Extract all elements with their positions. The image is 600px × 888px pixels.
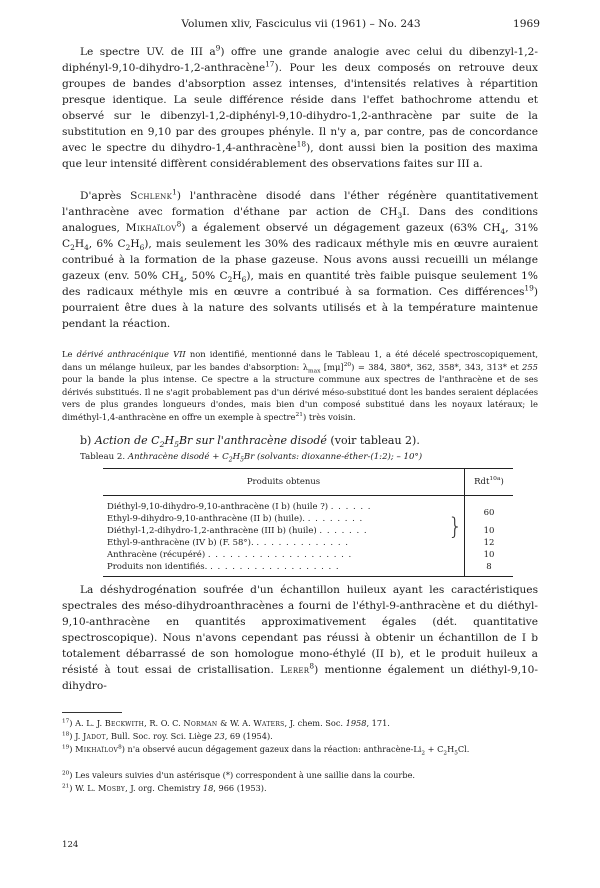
paragraph-deshydrogenation: La déshydrogénation soufrée d'un échantillon huileux ayant les caractéristiques spectrales des méso-dihydroanthracènes a fourni de l'éthyl-9-anthracène et du diéthyl-9,10-anthracène en quantités approximativement égales (dét. quantitative spectroscopique). Nous n'avons cependant pas réussi à obtenir un échantillon de I b totalement débarrassé de son homologue mono-éthylé (II b), et le produit huileux a résisté à tout essai de cristallisation. Lerer$^8$) mentionne également un diéthyl-9,10-dihydro- bbox=[62, 584, 539, 692]
footnote-20: $^{20}$) Les valeurs suivies d'un astérisque (*) correspondent à une saillie dans la courbe. bbox=[62, 770, 416, 780]
product-name: Diéthyl-1,2-dihydro-1,2-anthracène (III b) (huile) bbox=[107, 526, 317, 536]
leader-dots: . . . . . . bbox=[330, 502, 372, 512]
product-name: Ethyl-9-anthracène (IV b) (F. 58°). bbox=[107, 538, 254, 548]
running-header bbox=[62, 18, 540, 34]
product-name: Anthracène (récupéré) bbox=[107, 550, 206, 560]
footnote-17: $^{17}$) A. L. J. Beckwith, R. O. C. Norman & W. A. Waters, J. chem. Soc. 1958, 171. bbox=[62, 718, 390, 728]
footer-page-number: 124 bbox=[62, 840, 79, 850]
yield-value: 60 bbox=[483, 508, 495, 518]
yield-value: 8 bbox=[465, 561, 514, 577]
table-row bbox=[103, 496, 513, 514]
paragraph-schlenk: D'après Schlenk$^1$) l'anthracène disodé dans l'éther régénère quantitativement l'anthracène avec formation d'éthane par action de $CH_3I$. Dans des conditions analogues, Mikhaïlov$^8$) a également observé un dégagement gazeux (63% $CH_4$, 31% $C_2H_4$, 6% $C_2H_6$), mais seulement les 30% des radicaux méthyle mis en œuvre auraient contribué à la formation de la phase gazeuse. Nous avons aussi recueilli un mélange gazeux (env. 50% $CH_4$, 50% $C_2H_6$), mais en quantité très faible puisque seulement 1% des radicaux méthyle mis en œuvre a contribué à sa formation. Ces différences$^{19}$) pourraient être dues à la nature des solvants utilisés et à la température maintenue pendant la réaction. bbox=[62, 187, 539, 330]
leader-dots: . . . . . . . . bbox=[307, 514, 364, 524]
yield-value: 10 bbox=[483, 550, 495, 560]
table-row bbox=[103, 561, 513, 577]
yield-value: 10 bbox=[483, 526, 495, 536]
product-name: Ethyl-9-dihydro-9,10-anthracène (II b) (huile). bbox=[107, 514, 305, 524]
footnote-rule bbox=[62, 712, 122, 713]
product-name: Diéthyl-9,10-dihydro-9,10-anthracène (I b) (huile ?) bbox=[107, 502, 329, 512]
page-number: 1969 bbox=[513, 18, 540, 30]
yield-value: 12 bbox=[483, 538, 495, 548]
paragraph-uv-spectrum: Le spectre UV. de III $a^9$) offre une grande analogie avec celui du dibenzyl-1,2-diphényl-9,10-dihydro-1,2-anthracène$^{17}$). Pour les deux composés on retrouve deux groupes de bandes d'absorption assez intenses, d'intensités relatives à répartition presque identique. La seule différence réside dans l'effet bathochrome attendu et observé sur le dibenzyl-1,2-diphényl-9,10-dihydro-1,2-anthracène par suite de la substitution en 9,10 par des groupes phényle. Il n'y a, par contre, pas de concordance avec le spectre du dihydro-1,4-anthracène$^{18}$), dont aussi bien la position des maxima que leur intensité diffèrent considérablement des observations faites sur III a. bbox=[62, 43, 538, 170]
footnote-18: $^{18}$) J. Jadot, Bull. Soc. roy. Sci. Liège 23, 69 (1954). bbox=[62, 731, 273, 741]
column-header-yield: Rdt$^{10a}$) bbox=[465, 469, 514, 496]
running-header-title: Volumen xliv, Fasciculus vii (1961) – No. 243 bbox=[181, 18, 421, 30]
grouping-brace: } bbox=[448, 514, 463, 540]
table-header-row bbox=[103, 469, 513, 496]
table-caption: Tableau 2. Anthracène disodé + $C_2H_5Br$ (solvants: dioxanne-éther-(1:2); – 10°) bbox=[80, 452, 423, 464]
leader-dots: . . . . . . . . . . . . . . . . . . bbox=[210, 562, 340, 572]
column-header-products: Produits obtenus bbox=[103, 469, 465, 496]
footnote-21: $^{21}$) W. L. Mosby, J. org. Chemistry 18, 966 (1953). bbox=[62, 783, 267, 793]
paragraph-derive-anthracenique: Le dérivé anthracénique VII non identifié, mentionné dans le Tableau 1, a été décelé spectroscopiquement, dans un mélange huileux, par les bandes d'absorption: $\lambda_{max}$ $[m\mu]^{20}) = 384$, 380*, 362, 358*, 343, 313* et 255 pour la bande la plus intense. Ce spectre a la structure commune aux spectres de l'anthracène et de ses dérivés substitués. Il ne s'agit probablement pas d'un dérivé méso-substitué dont les bandes seraient déplacées vers de plus grandes longueurs d'ondes, mais bien d'un composé substitué dans les noyaux latéraux; le diméthyl-1,4-anthracène en offre un exemple à spectre$^{21}$) très voisin. bbox=[62, 349, 539, 422]
table-row bbox=[103, 549, 513, 561]
leader-dots: . . . . . . . bbox=[319, 526, 368, 536]
footnote-19: $^{19}$) Mikhaïlov$^8$) n'a observé aucun dégagement gazeux dans la réaction: anthracène-$Li_2 + C_2H_5Cl$. bbox=[62, 744, 470, 757]
section-heading-b: b) Action de $C_2H_5Br$ sur l'anthracène disodé (voir tableau 2). bbox=[80, 434, 420, 450]
product-name: Produits non identifiés. bbox=[107, 562, 208, 572]
leader-dots: . . . . . . . . . . . . . . . . . . . . bbox=[207, 550, 353, 560]
leader-dots: . . . . . . . . . . . . . bbox=[256, 538, 349, 548]
